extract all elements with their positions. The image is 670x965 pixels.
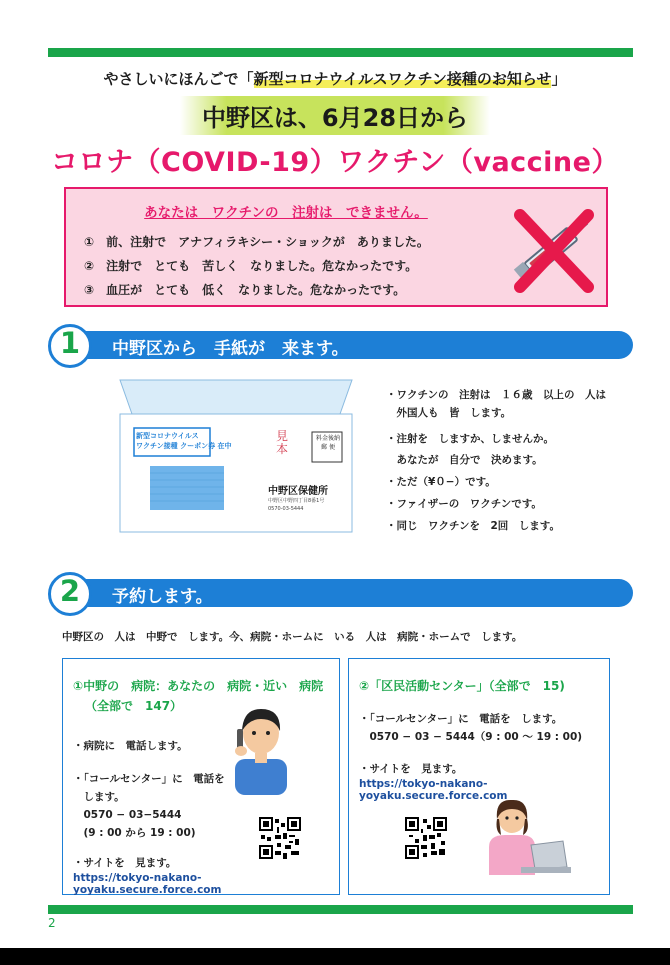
header-highlight: 新型コロナウイルスワクチン接種のお知らせ xyxy=(253,70,552,88)
hospital-call-text: ・病院に 電話します。 xyxy=(73,740,188,752)
info-line-4: あなたが 自分で 決めます。 xyxy=(386,454,543,466)
top-green-bar xyxy=(48,48,633,57)
warning-title: あなたは ワクチンの 注射は できません。 xyxy=(144,205,428,221)
header-date: 中野区は、6月28日から xyxy=(0,96,670,135)
hospital-box xyxy=(62,658,340,895)
section2-header xyxy=(48,572,633,612)
page-number: 2 xyxy=(48,916,56,930)
envelope-postage: 料金後納 郵 便 xyxy=(315,435,340,451)
hospital-site-link[interactable]: https://tokyo-nakano-yoyaku.secure.force.com xyxy=(73,872,222,896)
qr-code-icon[interactable] xyxy=(405,817,447,859)
envelope-illustration xyxy=(108,374,364,540)
warning-item-1: ① 前、注射で アナフィラキシー・ショックが ありました。 xyxy=(84,235,429,249)
bottom-edge xyxy=(0,948,670,965)
hospital-box-title-1: ①中野の 病院：あなたの 病院・近い 病院 xyxy=(73,679,324,693)
hospital-callcenter-text: ・「コールセンター」に 電話を します。 0570 − 03−5444 (9 : 00 から 19 : 00) xyxy=(73,773,225,839)
info-line-6: ・ファイザーの ワクチンです。 xyxy=(386,498,542,510)
section2-label: 予約します。 xyxy=(112,587,213,607)
envelope-label: 新型コロナウイルス ワクチン接種 クーポン券 在中 xyxy=(136,432,232,450)
info-line-3: ・注射を しますか、しませんか。 xyxy=(386,433,554,445)
envelope-stamp: 見本 xyxy=(276,429,289,456)
section1-label: 中野区から 手紙が 来ます。 xyxy=(112,339,349,359)
header-line1: やさしいにほんごで「新型コロナウイルスワクチン接種のお知らせ」 xyxy=(103,70,567,88)
envelope-sender-details: 中野区中野四丁目8番1号 0570-03-5444 xyxy=(268,498,325,512)
warning-box xyxy=(64,187,608,307)
info-line-2: 外国人も 皆 します。 xyxy=(386,407,512,419)
section1-header xyxy=(48,324,633,364)
qr-code-icon[interactable] xyxy=(259,817,301,859)
info-line-1: ・ワクチンの 注射は １６歳 以上の 人は xyxy=(386,389,606,401)
community-callcenter-text: ・「コールセンター」に 電話を します。 xyxy=(359,713,563,725)
hospital-box-title-2: （全部で 147） xyxy=(85,699,183,713)
section2-number: 2 xyxy=(59,574,81,608)
section2-intro: 中野区の 人は 中野で します。今、病院・ホームに いる 人は 病院・ホームで します。 xyxy=(62,631,523,643)
man-phone-icon xyxy=(229,703,293,795)
envelope-sender: 中野区保健所 xyxy=(268,486,328,497)
info-line-5: ・ただ（¥０−）です。 xyxy=(386,476,496,488)
info-line-7: ・同じ ワクチンを 2回 します。 xyxy=(386,520,560,532)
community-center-box xyxy=(348,658,610,895)
section1-number: 1 xyxy=(59,326,81,360)
page-title: コロナ（COVID-19）ワクチン（vaccine） xyxy=(51,147,619,178)
warning-item-3: ③ 血圧が とても 低く なりました。危なかったです。 xyxy=(84,283,406,297)
no-syringe-icon xyxy=(504,195,604,303)
community-site-link[interactable]: https://tokyo-nakano-yoyaku.secure.force.com xyxy=(359,778,508,802)
warning-item-2: ② 注射で とても 苦しく なりました。危なかったです。 xyxy=(84,259,418,273)
hospital-site-text: ・サイトを 見ます。 xyxy=(73,857,177,869)
bottom-green-bar xyxy=(48,905,633,914)
community-box-title: ②「区民活動センター」（全部で 15) xyxy=(359,679,565,693)
community-site-text: ・サイトを 見ます。 xyxy=(359,763,463,775)
woman-laptop-icon xyxy=(475,797,571,875)
community-phone-text: 0570 − 03 − 5444（9 : 00 〜 19 : 00) xyxy=(359,731,583,743)
